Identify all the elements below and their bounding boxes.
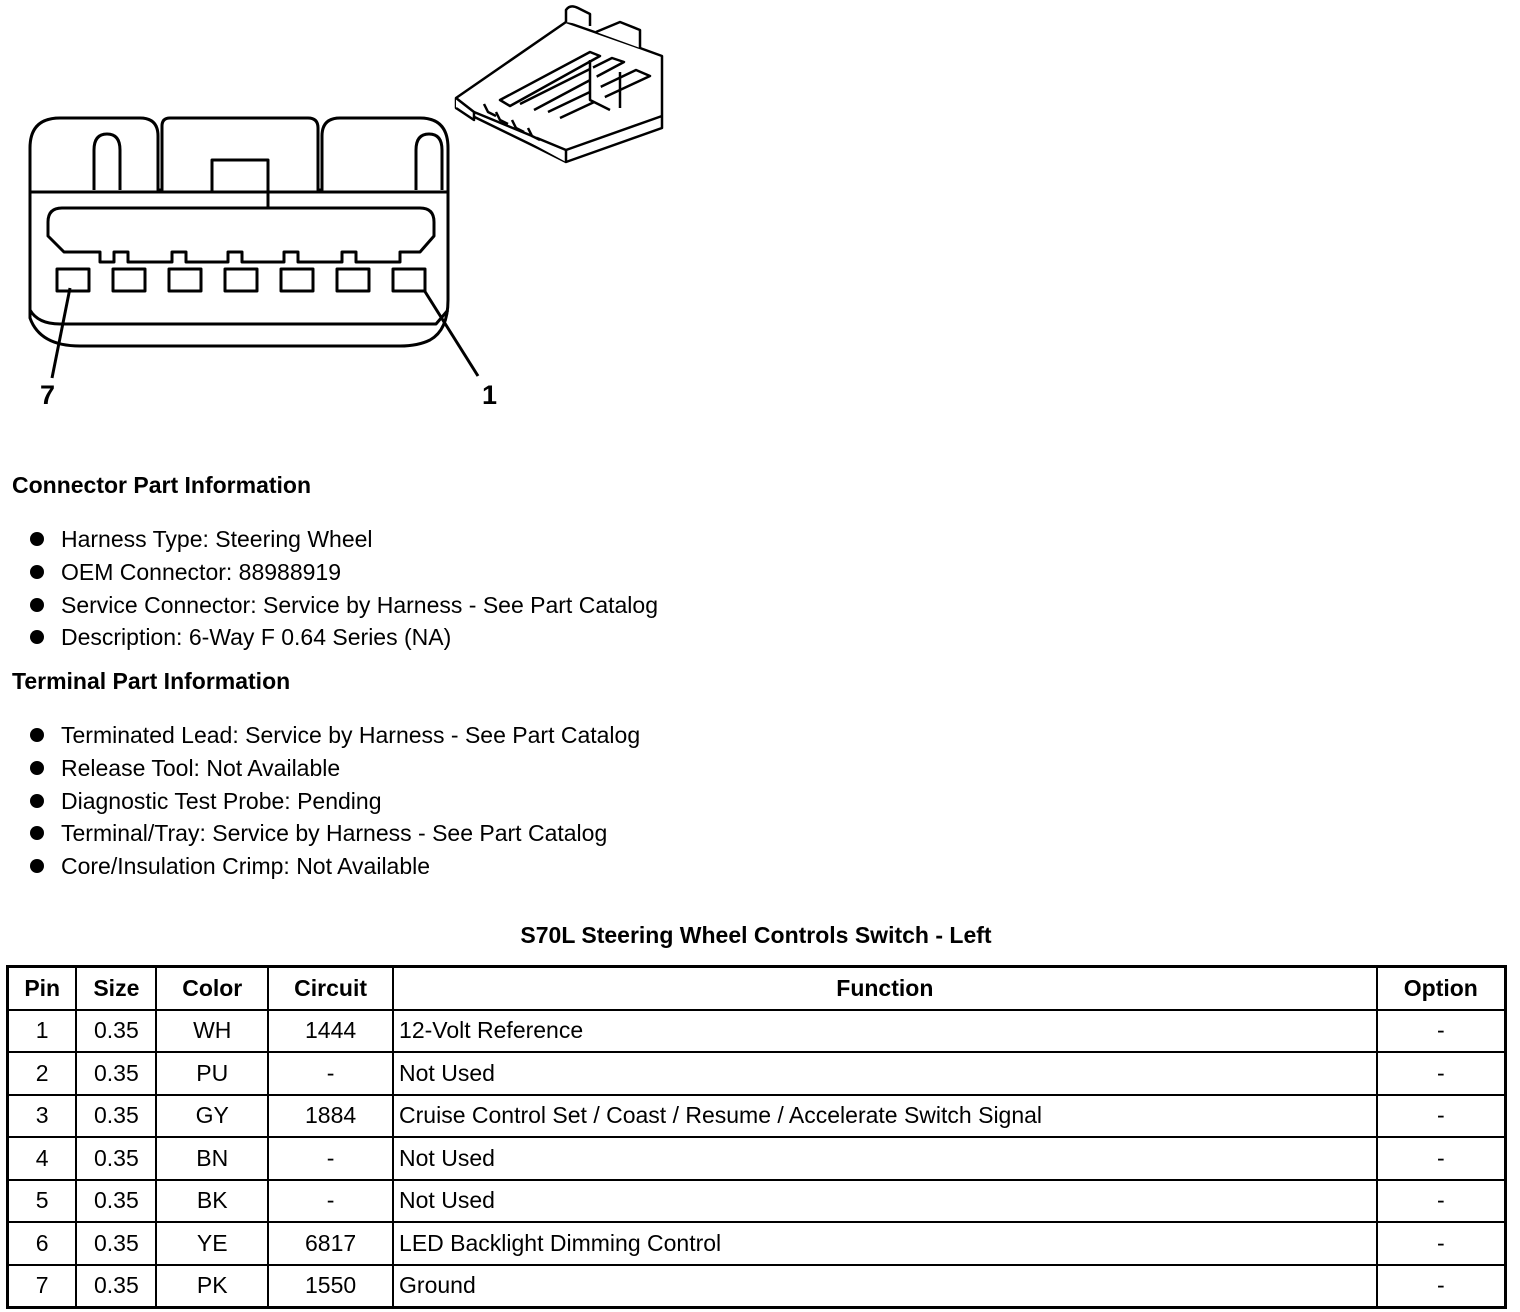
cell-pin: 1	[8, 1010, 77, 1053]
terminal-info-terminal-tray: Terminal/Tray: Service by Harness - See Part Catalog	[61, 820, 608, 847]
cell-color: PK	[156, 1265, 268, 1308]
cell-option: -	[1377, 1095, 1506, 1138]
cell-option: -	[1377, 1137, 1506, 1180]
list-item	[30, 785, 640, 818]
cell-option: -	[1377, 1180, 1506, 1223]
table-row	[8, 1095, 1506, 1138]
connector-info-service-connector: Service Connector: Service by Harness - See Part Catalog	[61, 591, 658, 618]
pin-table-title: S70L Steering Wheel Controls Switch - Left	[520, 922, 992, 948]
pin-5-terminal	[169, 269, 201, 291]
cell-function: 12-Volt Reference	[393, 1010, 1377, 1053]
cell-color: PU	[156, 1052, 268, 1095]
cell-size: 0.35	[76, 1180, 156, 1223]
header-size: Size	[76, 967, 156, 1010]
connector-face-diagram	[0, 0, 700, 440]
cell-function: Not Used	[393, 1052, 1377, 1095]
pin-6-terminal	[113, 269, 145, 291]
latch-tab-left	[94, 134, 120, 190]
table-row	[8, 1180, 1506, 1223]
pin-1-leader-line	[424, 290, 478, 376]
cell-size: 0.35	[76, 1010, 156, 1053]
cell-color: WH	[156, 1010, 268, 1053]
cell-color: GY	[156, 1095, 268, 1138]
connector-info-title: Connector Part Information	[12, 472, 312, 498]
cell-color: YE	[156, 1222, 268, 1265]
list-item	[30, 817, 640, 850]
list-item	[30, 850, 640, 883]
cell-option: -	[1377, 1265, 1506, 1308]
terminal-info-release-tool: Release Tool: Not Available	[61, 754, 341, 781]
cell-function: Not Used	[393, 1180, 1377, 1223]
table-row	[8, 1265, 1506, 1308]
terminal-cavity	[48, 208, 434, 262]
bullet-icon	[30, 565, 44, 579]
cell-circuit: 1444	[268, 1010, 393, 1053]
bullet-icon	[30, 794, 44, 808]
cell-color: BK	[156, 1180, 268, 1223]
table-row	[8, 1137, 1506, 1180]
cell-circuit: -	[268, 1137, 393, 1180]
bullet-icon	[30, 630, 44, 644]
bullet-icon	[30, 826, 44, 840]
list-item	[30, 523, 658, 556]
pin-1-terminal	[393, 269, 425, 291]
cell-pin: 5	[8, 1180, 77, 1223]
cell-size: 0.35	[76, 1137, 156, 1180]
table-row	[8, 1010, 1506, 1053]
bullet-icon	[30, 598, 44, 612]
header-option: Option	[1377, 967, 1506, 1010]
pin-7-terminal	[57, 269, 89, 291]
connector-info-oem-connector: OEM Connector: 88988919	[61, 558, 342, 585]
cell-function: Cruise Control Set / Coast / Resume / Accelerate Switch Signal	[393, 1095, 1377, 1138]
table-row	[8, 1222, 1506, 1265]
pin-4-terminal	[225, 269, 257, 291]
bullet-icon	[30, 859, 44, 873]
bullet-icon	[30, 761, 44, 775]
cell-circuit: -	[268, 1180, 393, 1223]
center-key	[212, 160, 268, 208]
cell-function: Not Used	[393, 1137, 1377, 1180]
pin-table	[6, 965, 1507, 1309]
header-circuit: Circuit	[268, 967, 393, 1010]
cell-pin: 4	[8, 1137, 77, 1180]
cell-option: -	[1377, 1010, 1506, 1053]
cell-size: 0.35	[76, 1265, 156, 1308]
table-row	[8, 1052, 1506, 1095]
pin-3-terminal	[281, 269, 313, 291]
cell-circuit: -	[268, 1052, 393, 1095]
pin-7-label: 7	[40, 380, 56, 410]
header-pin: Pin	[8, 967, 77, 1010]
list-item	[30, 621, 658, 654]
list-item	[30, 589, 658, 622]
cell-size: 0.35	[76, 1052, 156, 1095]
terminal-info-terminated-lead: Terminated Lead: Service by Harness - See Part Catalog	[61, 722, 641, 748]
cell-pin: 6	[8, 1222, 77, 1265]
cell-size: 0.35	[76, 1222, 156, 1265]
table-header-row	[8, 967, 1506, 1010]
terminal-info-title: Terminal Part Information	[12, 668, 291, 694]
connector-info-harness-type: Harness Type: Steering Wheel	[61, 526, 373, 552]
cell-circuit: 1884	[268, 1095, 393, 1138]
terminal-info-test-probe: Diagnostic Test Probe: Pending	[61, 787, 382, 814]
cell-size: 0.35	[76, 1095, 156, 1138]
pin-2-terminal	[337, 269, 369, 291]
list-item	[30, 752, 640, 785]
cell-option: -	[1377, 1222, 1506, 1265]
header-function: Function	[393, 967, 1377, 1010]
header-color: Color	[156, 967, 268, 1010]
pin-7-leader-line	[52, 288, 70, 378]
terminal-info-crimp: Core/Insulation Crimp: Not Available	[61, 853, 431, 880]
cell-pin: 2	[8, 1052, 77, 1095]
cell-circuit: 1550	[268, 1265, 393, 1308]
cell-pin: 7	[8, 1265, 77, 1308]
cell-pin: 3	[8, 1095, 77, 1138]
latch-tab-right	[416, 134, 442, 190]
cell-option: -	[1377, 1052, 1506, 1095]
cell-function: Ground	[393, 1265, 1377, 1308]
list-item	[30, 556, 658, 589]
pin-1-label: 1	[482, 380, 498, 410]
cell-color: BN	[156, 1137, 268, 1180]
connector-isometric-sketch	[456, 6, 662, 162]
terminal-info-list	[30, 719, 640, 883]
cell-circuit: 6817	[268, 1222, 393, 1265]
connector-info-description: Description: 6-Way F 0.64 Series (NA)	[61, 624, 452, 651]
list-item	[30, 719, 640, 752]
connector-info-list	[30, 523, 658, 654]
bullet-icon	[30, 532, 44, 546]
bullet-icon	[30, 728, 44, 742]
cell-function: LED Backlight Dimming Control	[393, 1222, 1377, 1265]
